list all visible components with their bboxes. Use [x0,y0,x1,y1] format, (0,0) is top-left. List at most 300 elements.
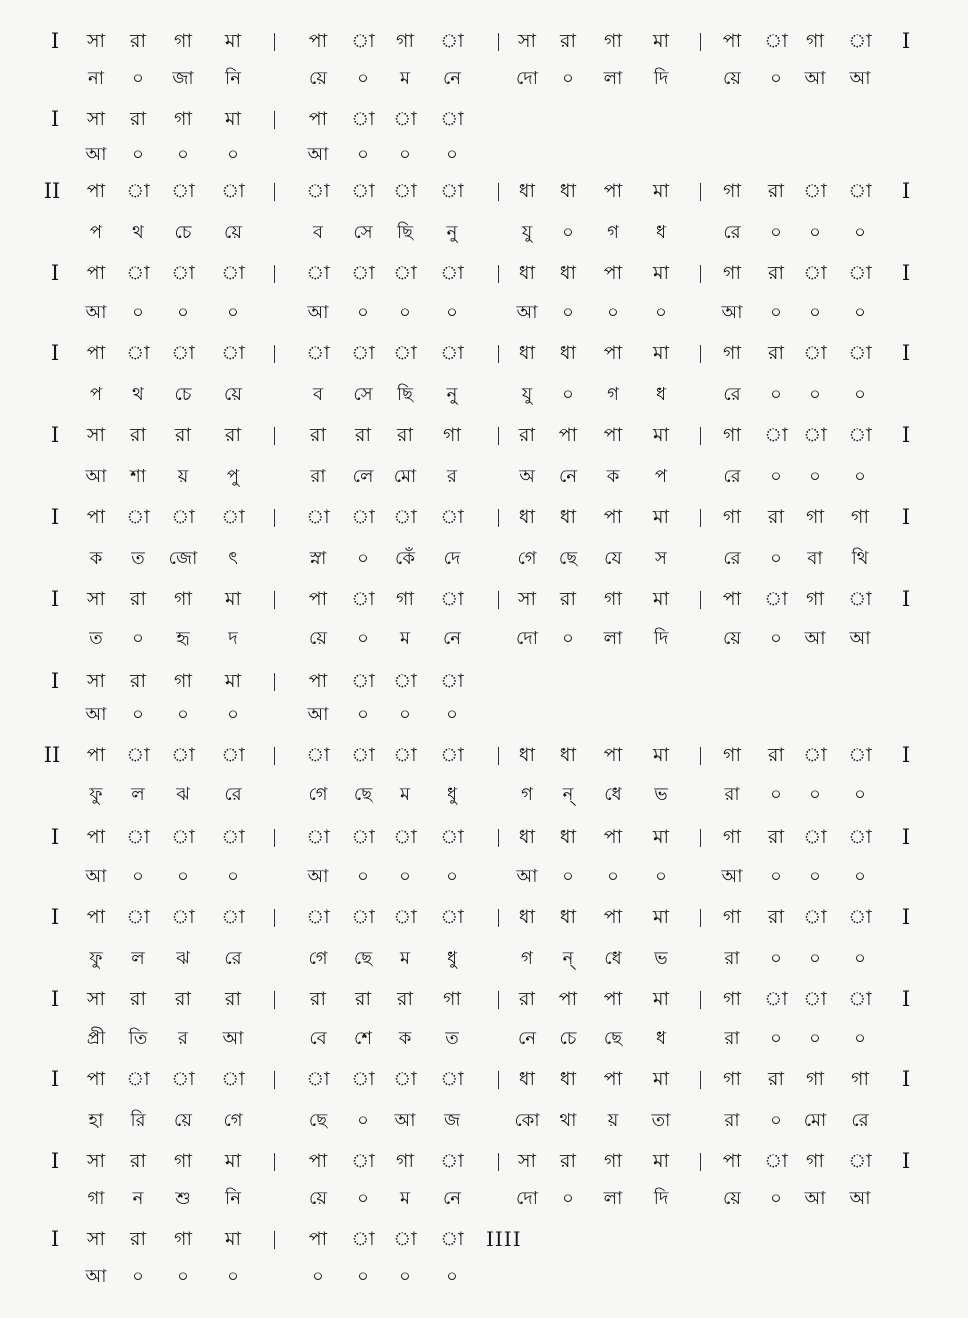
note-syllable: া [171,744,195,766]
note-syllable: ধা [559,342,577,364]
lyric-syllable: ন্ [562,948,574,969]
note-syllable: মা [652,30,670,52]
lyric-syllable: হা [88,1110,104,1131]
lyric-syllable: সে [353,222,373,243]
lyric-syllable: গে [308,948,328,969]
lyric-syllable: আ [85,866,107,887]
note-syllable: ধা [518,906,536,928]
note-syllable: রা [768,180,784,202]
measure-divider [700,1153,701,1171]
note-syllable: রা [175,988,191,1010]
end-bar-mark: I [901,1149,911,1173]
lyric-syllable: ০ [132,68,144,89]
measure-divider [498,1153,499,1171]
note-syllable: পা [722,30,742,52]
lyric-syllable: গ [607,222,619,243]
note-syllable: া [171,342,195,364]
lyric-syllable: আ [85,466,107,487]
lyric-syllable: ছি [396,222,414,243]
note-syllable: া [393,906,417,928]
lyric-syllable: গা [87,1188,105,1209]
measure-divider [274,909,275,927]
note-syllable: সা [86,670,106,692]
start-bar-mark: I [50,341,60,365]
end-bar-mark: I [901,987,911,1011]
lyric-syllable: আ [307,866,329,887]
note-syllable: পা [722,588,742,610]
lyric-syllable: প [89,222,103,243]
lyric-syllable: আ [85,302,107,323]
lyric-syllable: য়ে [723,68,741,89]
note-syllable: া [393,826,417,848]
lyric-syllable: নু [446,384,458,405]
measure-divider [700,427,701,445]
measure-divider [700,509,701,527]
lyric-syllable: ন [132,1188,144,1209]
note-syllable: রা [519,988,535,1010]
note-syllable: সা [86,30,106,52]
note-syllable: া [440,180,464,202]
note-syllable: রা [768,826,784,848]
note-syllable: া [440,108,464,130]
lyric-syllable: রা [724,1110,740,1131]
lyric-syllable: আ [804,628,826,649]
note-syllable: া [351,262,375,284]
measure-divider [700,183,701,201]
measure-divider [498,427,499,445]
lyric-syllable: থা [559,1110,577,1131]
note-syllable: পা [86,180,106,202]
measure-divider [700,909,701,927]
notes-line [0,584,968,618]
lyric-syllable: ০ [227,866,239,887]
measure-divider [498,909,499,927]
note-syllable: গা [723,906,741,928]
lyric-syllable: ০ [357,1110,369,1131]
lyric-syllable: নু [446,222,458,243]
end-bar-mark: I [901,29,911,53]
note-syllable: ধা [518,262,536,284]
lyric-syllable: রে [723,222,741,243]
note-syllable: া [803,424,827,446]
lyric-syllable: ল [131,784,145,805]
note-syllable: া [848,180,872,202]
start-bar-mark: I [50,1067,60,1091]
lyric-syllable: ত [131,548,145,569]
start-bar-mark: I [50,987,60,1011]
note-syllable: া [440,670,464,692]
lyric-syllable: ধ [655,222,667,243]
note-syllable: া [306,906,330,928]
lyric-syllable: ভ [654,784,668,805]
lyric-syllable: ০ [132,704,144,725]
note-syllable: গা [396,588,414,610]
lyric-syllable: ম [400,948,410,969]
lyric-syllable: য়ে [224,384,242,405]
lyric-syllable: থ [132,384,144,405]
lyric-syllable: য়ে [723,1188,741,1209]
lyric-syllable: আ [516,866,538,887]
lyric-syllable: শু [175,1188,191,1209]
note-syllable: পা [603,180,623,202]
notes-line [0,1064,968,1098]
lyric-syllable: ৎ [228,548,238,569]
note-syllable: া [171,906,195,928]
note-syllable: সা [86,108,106,130]
start-bar-mark: II [43,743,61,767]
start-bar-mark: I [50,261,60,285]
lyric-syllable: ছে [558,548,578,569]
start-bar-mark: I [50,669,60,693]
lyric-syllable: প [89,384,103,405]
note-syllable: া [803,342,827,364]
lyric-syllable: দি [653,68,669,89]
note-syllable: পা [722,1150,742,1172]
lyric-syllable: ল [131,948,145,969]
note-syllable: া [351,670,375,692]
note-syllable: পা [86,826,106,848]
lyric-syllable: ০ [607,866,619,887]
end-bar-mark: I [901,1067,911,1091]
note-syllable: া [306,1068,330,1090]
lyric-syllable: আ [307,144,329,165]
lyric-syllable: য়ে [174,1110,192,1131]
note-syllable: া [393,670,417,692]
lyrics-line [0,624,968,658]
note-syllable: পা [308,30,328,52]
note-syllable: া [848,906,872,928]
lyric-syllable: স্না [309,548,327,569]
lyric-syllable: রে [723,548,741,569]
note-syllable: ধা [559,826,577,848]
note-syllable: সা [86,1228,106,1250]
lyric-syllable: ০ [854,302,866,323]
lyric-syllable: ০ [770,1188,782,1209]
measure-divider [700,265,701,283]
lyric-syllable: য় [607,1110,619,1131]
note-syllable: া [764,988,788,1010]
lyric-syllable: তা [651,1110,671,1131]
lyric-syllable: ০ [854,384,866,405]
lyric-syllable: ০ [809,384,821,405]
lyric-syllable: ০ [770,866,782,887]
lyric-syllable: ধে [604,784,622,805]
note-syllable: া [803,988,827,1010]
lyric-syllable: ০ [770,222,782,243]
lyric-syllable: বা [807,548,823,569]
lyric-syllable: ০ [770,466,782,487]
final-bar-mark: IIII [486,1227,522,1251]
lyric-syllable: জো [168,548,198,569]
note-syllable: া [848,424,872,446]
lyric-syllable: ম [400,784,410,805]
note-syllable: রা [768,744,784,766]
note-syllable: মা [652,506,670,528]
note-syllable: ধা [559,1068,577,1090]
lyric-syllable: ম [400,68,410,89]
lyrics-line [0,1184,968,1218]
note-syllable: া [351,180,375,202]
note-syllable: া [126,180,150,202]
lyric-syllable: রে [723,384,741,405]
lyric-syllable: গে [517,548,537,569]
note-syllable: া [351,108,375,130]
note-syllable: পা [308,108,328,130]
note-syllable: া [440,1150,464,1172]
note-syllable: পা [603,506,623,528]
lyric-syllable: আ [849,68,871,89]
note-syllable: রা [225,424,241,446]
lyric-syllable: র [178,1028,188,1049]
lyric-syllable: ক [89,548,103,569]
measure-divider [498,265,499,283]
note-syllable: া [440,262,464,284]
notes-line [0,420,968,454]
lyric-syllable: য়ে [309,1188,327,1209]
note-syllable: া [221,744,245,766]
lyric-syllable: নে [558,466,578,487]
lyric-syllable: জা [172,68,194,89]
lyric-syllable: ০ [854,784,866,805]
note-syllable: মা [652,588,670,610]
lyrics-line [0,140,968,174]
note-syllable: গা [396,1150,414,1172]
note-syllable: গা [604,588,622,610]
lyric-syllable: আ [721,866,743,887]
lyric-syllable: য়ে [309,68,327,89]
lyric-syllable: বে [309,1028,327,1049]
measure-divider [274,1071,275,1089]
lyric-syllable: গ [607,384,619,405]
lyric-syllable: ধু [446,948,458,969]
note-syllable: া [393,744,417,766]
note-syllable: া [848,744,872,766]
measure-divider [274,509,275,527]
start-bar-mark: I [50,505,60,529]
note-syllable: মা [224,670,242,692]
note-syllable: মা [652,1068,670,1090]
note-syllable: মা [652,262,670,284]
lyric-syllable: জ [443,1110,461,1131]
note-syllable: া [440,1228,464,1250]
note-syllable: া [351,506,375,528]
lyric-syllable: শে [354,1028,372,1049]
note-syllable: ধা [559,906,577,928]
note-syllable: ধা [559,180,577,202]
lyrics-line [0,380,968,414]
lyric-syllable: ব [312,222,324,243]
note-syllable: সা [517,1150,537,1172]
note-syllable: ধা [559,262,577,284]
note-syllable: া [351,588,375,610]
note-syllable: রা [130,588,146,610]
lyric-syllable: ০ [357,704,369,725]
note-syllable: া [351,744,375,766]
lyric-syllable: থ [132,222,144,243]
lyrics-line [0,780,968,814]
note-syllable: া [393,180,417,202]
note-syllable: ধা [518,180,536,202]
note-syllable: রা [130,1228,146,1250]
start-bar-mark: I [50,905,60,929]
note-syllable: া [803,262,827,284]
measure-divider [498,591,499,609]
note-syllable: া [803,826,827,848]
lyric-syllable: ছে [353,784,373,805]
note-syllable: া [221,826,245,848]
lyric-syllable: ০ [357,866,369,887]
lyric-syllable: ০ [809,466,821,487]
lyric-syllable: ০ [227,144,239,165]
note-syllable: া [306,506,330,528]
lyric-syllable: ভ [654,948,668,969]
lyric-syllable: হৃ [176,628,190,649]
note-syllable: গা [806,1068,824,1090]
note-syllable: গা [723,342,741,364]
note-syllable: া [171,180,195,202]
lyric-syllable: আ [721,302,743,323]
lyric-syllable: ০ [607,302,619,323]
lyric-syllable: প্রী [86,1028,106,1049]
note-syllable: া [351,826,375,848]
lyrics-line [0,298,968,332]
measure-divider [700,991,701,1009]
lyric-syllable: ক [606,466,620,487]
note-syllable: ধা [518,506,536,528]
note-syllable: সা [86,424,106,446]
lyric-syllable: ০ [854,1028,866,1049]
lyric-syllable: ০ [770,548,782,569]
note-syllable: া [351,1150,375,1172]
lyric-syllable: ০ [357,144,369,165]
lyric-syllable: চে [174,222,192,243]
note-syllable: পা [603,424,623,446]
lyric-syllable: রে [723,466,741,487]
note-syllable: সা [86,588,106,610]
lyric-syllable: ০ [357,548,369,569]
note-syllable: া [126,906,150,928]
lyric-syllable: ০ [399,1266,411,1287]
notes-line [0,176,968,210]
lyric-syllable: ০ [399,704,411,725]
lyric-syllable: ০ [770,628,782,649]
lyric-syllable: লে [352,466,374,487]
lyric-syllable: ০ [357,1266,369,1287]
lyric-syllable: ০ [809,1028,821,1049]
lyric-syllable: ০ [357,68,369,89]
lyric-syllable: আ [804,68,826,89]
measure-divider [274,747,275,765]
lyric-syllable: ০ [770,302,782,323]
note-syllable: গা [443,988,461,1010]
measure-divider [274,345,275,363]
measure-divider [700,345,701,363]
note-syllable: গা [723,262,741,284]
lyric-syllable: রা [724,784,740,805]
lyric-syllable: গে [223,1110,243,1131]
note-syllable: গা [604,1150,622,1172]
lyric-syllable: আ [307,704,329,725]
note-syllable: মা [224,108,242,130]
lyrics-line [0,64,968,98]
measure-divider [700,33,701,51]
notes-line [0,984,968,1018]
lyric-syllable: য়ে [723,628,741,649]
note-syllable: ধা [518,342,536,364]
note-syllable: া [848,1150,872,1172]
measure-divider [274,1231,275,1249]
note-syllable: রা [130,108,146,130]
end-bar-mark: I [901,179,911,203]
note-syllable: রা [560,588,576,610]
note-syllable: রা [175,424,191,446]
measure-divider [700,591,701,609]
start-bar-mark: I [50,29,60,53]
lyric-syllable: যে [604,548,622,569]
measure-divider [700,1071,701,1089]
measure-divider [274,1153,275,1171]
note-syllable: া [393,262,417,284]
lyric-syllable: নে [442,1188,462,1209]
note-syllable: া [764,1150,788,1172]
lyrics-line [0,1106,968,1140]
lyric-syllable: গ [521,948,533,969]
note-syllable: মা [224,30,242,52]
note-syllable: া [306,262,330,284]
lyric-syllable: ০ [809,866,821,887]
note-syllable: রা [130,424,146,446]
lyric-syllable: ০ [770,948,782,969]
lyric-syllable: আ [85,144,107,165]
lyric-syllable: ০ [399,302,411,323]
note-syllable: া [306,826,330,848]
lyric-syllable: ০ [770,1028,782,1049]
lyric-syllable: ফু [89,948,103,969]
note-syllable: গা [396,30,414,52]
end-bar-mark: I [901,341,911,365]
lyric-syllable: ০ [562,628,574,649]
note-syllable: া [440,342,464,364]
lyric-syllable: ন্ [562,784,574,805]
note-syllable: পা [603,342,623,364]
lyric-syllable: রে [224,784,242,805]
notes-line [0,1224,968,1258]
lyric-syllable: গে [308,784,328,805]
note-syllable: পা [86,906,106,928]
note-syllable: া [351,1068,375,1090]
note-syllable: া [393,342,417,364]
lyric-syllable: ফু [89,784,103,805]
note-syllable: পা [308,670,328,692]
lyric-syllable: ছে [353,948,373,969]
note-syllable: া [440,588,464,610]
lyric-syllable: দ [228,628,238,649]
note-syllable: া [351,906,375,928]
note-syllable: মা [652,342,670,364]
lyric-syllable: ক [398,1028,412,1049]
note-syllable: পা [603,826,623,848]
lyric-syllable: ০ [177,704,189,725]
note-syllable: পা [308,1150,328,1172]
note-syllable: গা [806,506,824,528]
lyrics-line [0,944,968,978]
measure-divider [274,673,275,691]
note-syllable: সা [86,988,106,1010]
lyric-syllable: তি [128,1028,148,1049]
note-syllable: ধা [559,506,577,528]
lyric-syllable: ০ [854,222,866,243]
note-syllable: া [393,506,417,528]
